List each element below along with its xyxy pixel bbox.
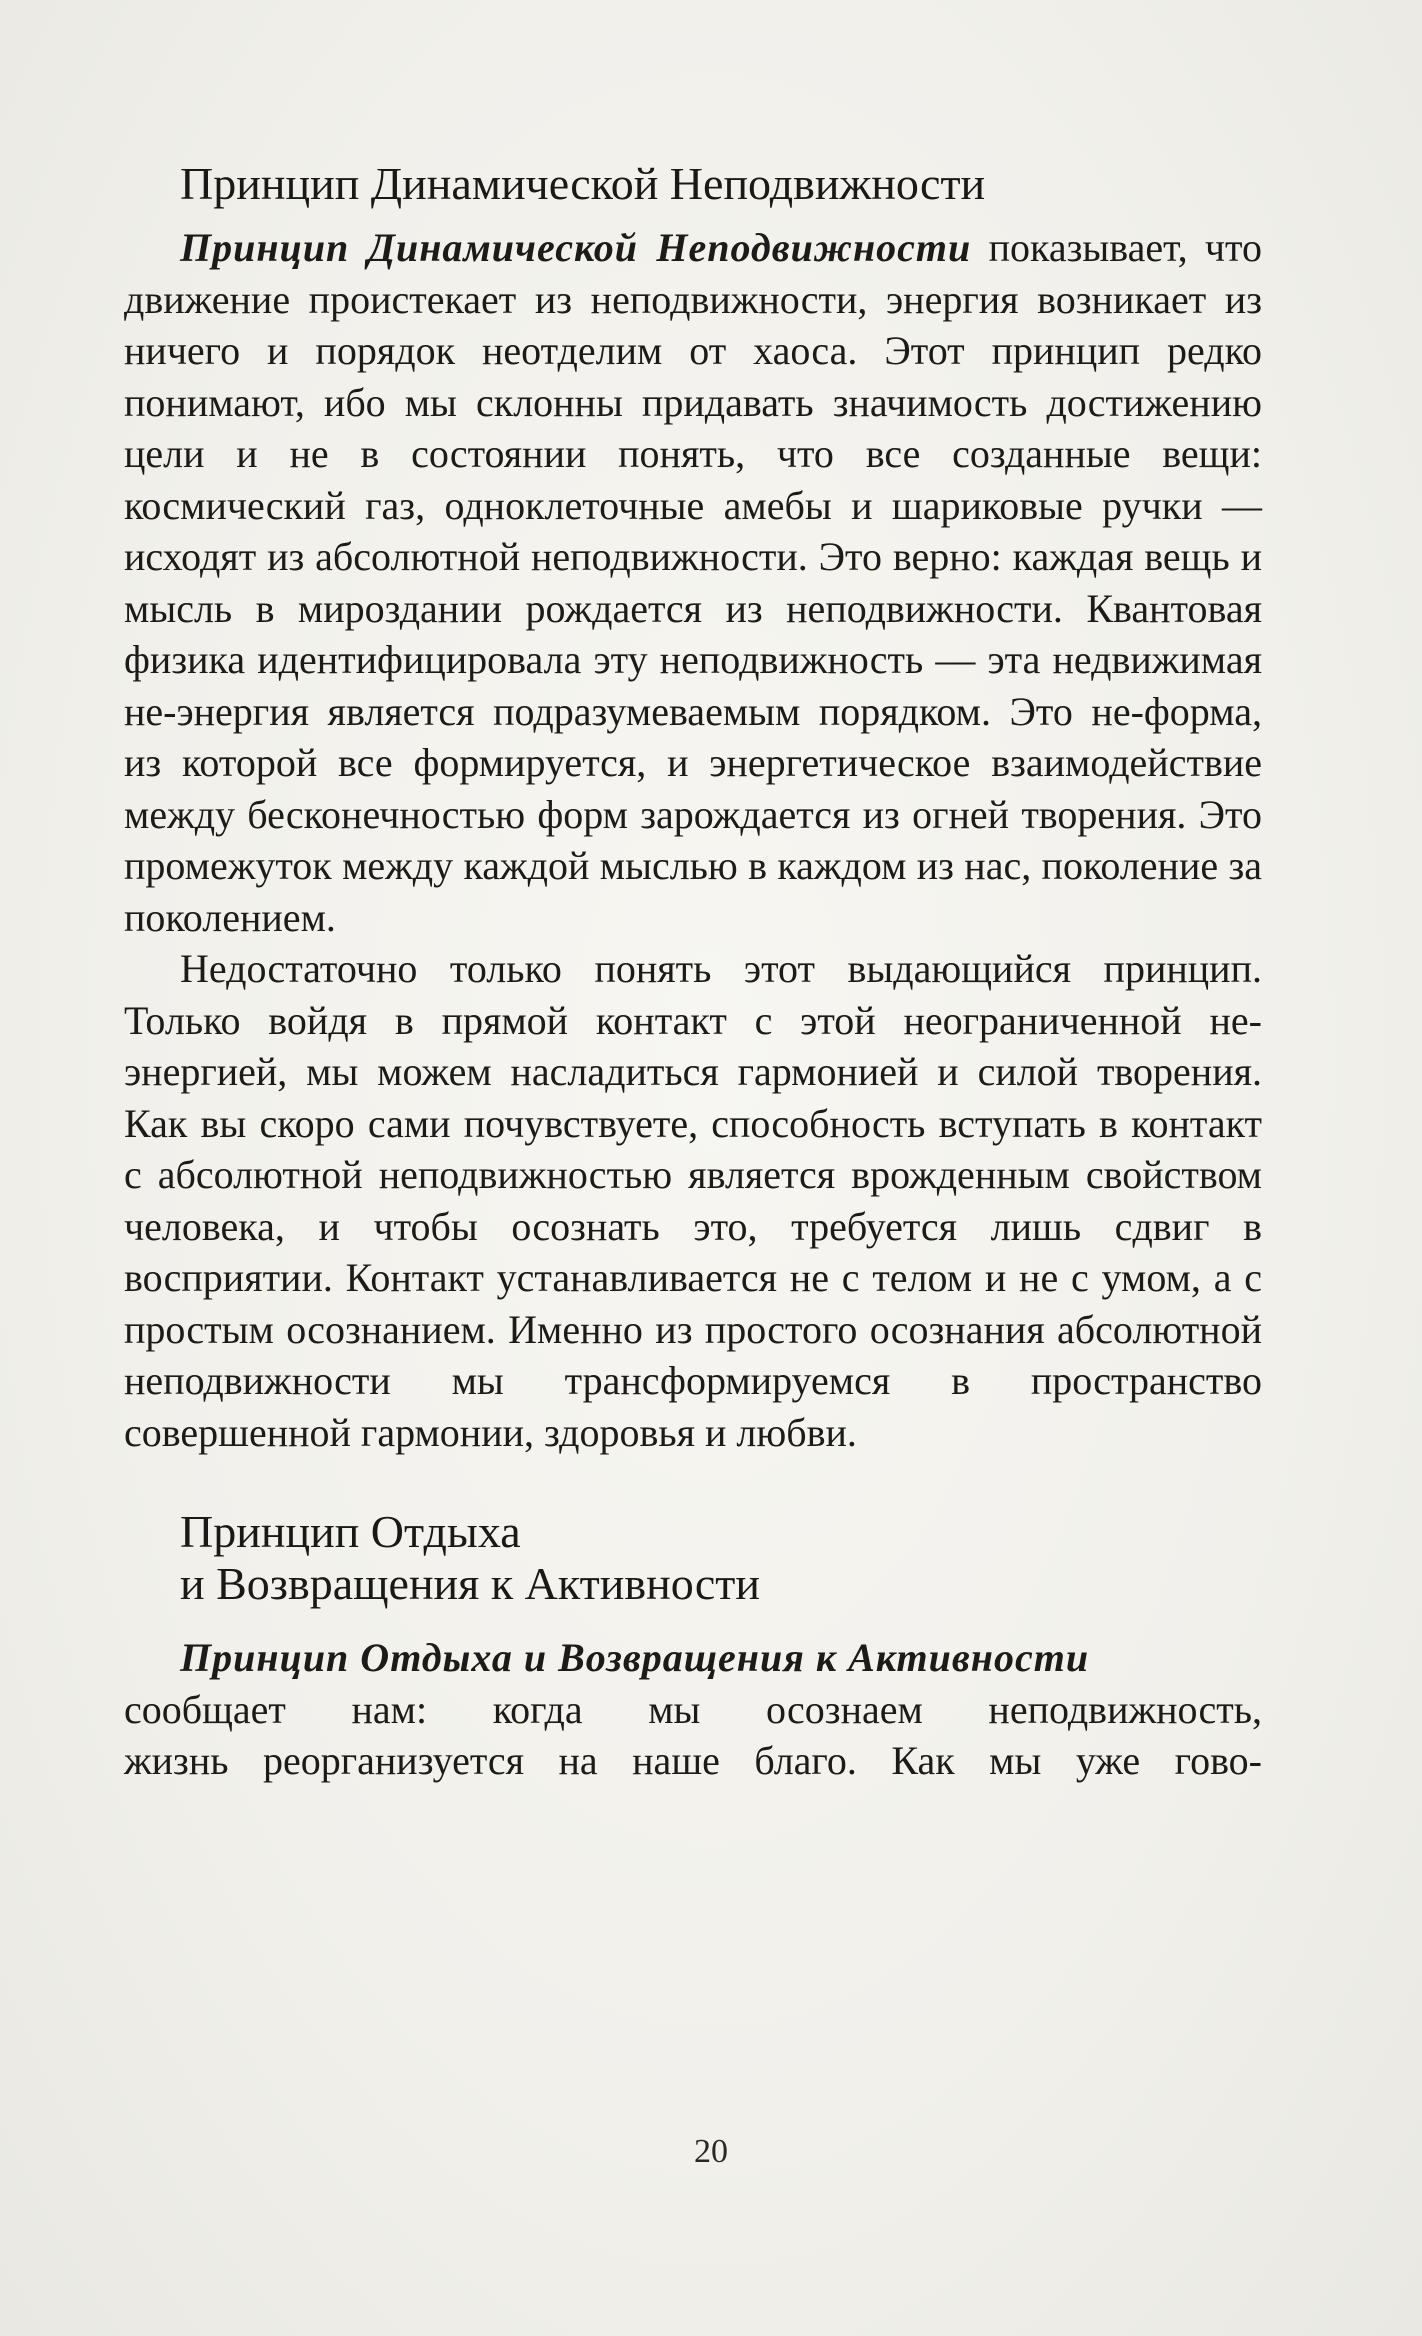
paragraph-text-line-2: жизнь реорганизуется на наше благо. Как мы уже гово- xyxy=(124,1738,1262,1783)
paragraph-dynamic-stillness-2: Недостаточно только понять этот выдающийся принцип. Только войдя в прямой контакт с этой неограниченной не-энергией, мы можем насладиться гармонией и силой творения. Как вы скоро сами почувствуете, способность вступать в контакт с абсолютной неподвижностью является врожденным свойством человека, и чтобы осознать это, требуется лишь сдвиг в восприятии. Контакт устанавливается не с телом и не с умом, а с простым осознанием. Именно из простого осознания абсолютной неподвижности мы трансформируемся в пространство совершенной гармонии, здоровья и любви. xyxy=(124,946,1262,1455)
section-heading-dynamic-stillness: Принцип Динамической Неподвижности xyxy=(180,158,986,209)
paragraph-dynamic-stillness-1 xyxy=(124,222,1262,943)
page-number: 20 xyxy=(694,2133,728,2170)
paragraph-rest-activity-1 xyxy=(124,1632,1262,1787)
paragraph-text: показывает, что движение проистекает из неподвижности, энергия возникает из ничего и порядок неотделим от хаоса. Этот принцип редко понимают, ибо мы склонны придавать значимость достижению цели и не в состоянии понять, что все созданные вещи: космический газ, одноклеточные амебы и шариковые ручки — исходят из абсолютной неподвижности. Это верно: каждая вещь и мысль в мироздании рождается из неподвижности. Квантовая физика идентифицировала эту неподвижность — эта недвижимая не-энергия является подразумеваемым порядком. Это не-форма, из которой все формируется, и энергетическое взаимодействие между бесконечностью форм зарождается из огней творения. Это промежуток между каждой мыслью в каждом из нас, поколение за поколением. xyxy=(124,225,1263,940)
section-heading-rest-activity xyxy=(124,1506,1262,1610)
heading-line-1: Принцип Отдыха xyxy=(180,1506,521,1557)
heading-line-2: и Возвращения к Активности xyxy=(180,1558,760,1609)
principle-name: Принцип Динамической Неподвижности xyxy=(180,225,972,270)
principle-name: Принцип Отдыха и Возвращения к Активности xyxy=(180,1635,1090,1680)
paragraph-text-line-1: сообщает нам: когда мы осознаем неподвижность, xyxy=(124,1686,1262,1732)
page-text xyxy=(124,158,1262,1787)
